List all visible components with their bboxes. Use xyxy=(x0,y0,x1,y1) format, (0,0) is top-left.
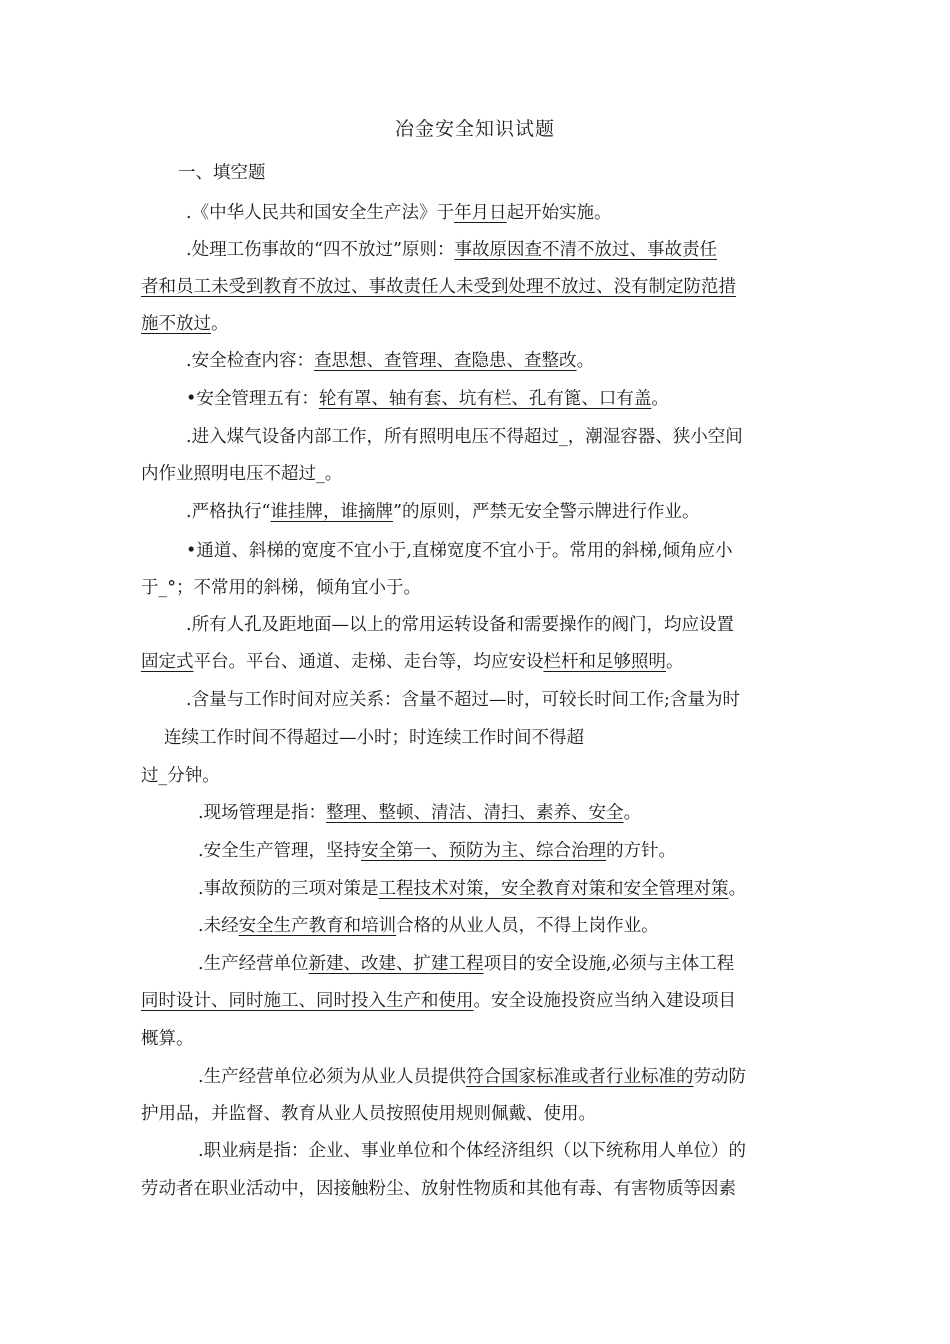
question-12 xyxy=(198,877,746,901)
question-text: .生产经营单位 xyxy=(198,954,309,974)
question-7-line-2: 于_°；不常用的斜梯，倾角宜小于。 xyxy=(141,578,421,598)
answer-blank: 轮有罩、轴有套、坑有栏、孔有篦、口有盖 xyxy=(318,389,652,409)
question-9-line-1: .含量与工作时间对应关系：含量不超过—时，可较长时间工作;含量为时 xyxy=(186,690,740,710)
answer-blank: 查思想、查管理、查隐患、查整改 xyxy=(314,351,577,371)
question-text: 的方针。 xyxy=(606,841,677,861)
answer-blank: 新建、改建、扩建工程 xyxy=(308,954,484,974)
question-2-line-1 xyxy=(186,238,717,262)
answer-blank: 安全第一、预防为主、综合治理 xyxy=(361,841,607,861)
question-text: •安全管理五有： xyxy=(186,389,319,409)
question-text: 。 xyxy=(211,314,229,334)
question-5-line-2: 内作业照明电压不超过_。 xyxy=(141,464,343,484)
answer-blank: 谁挂牌，谁摘牌 xyxy=(270,502,394,522)
question-1 xyxy=(186,201,612,225)
answer-blank: 同时设计、同时施工、同时投入生产和使用 xyxy=(141,991,474,1011)
question-2-line-3 xyxy=(141,312,229,336)
question-5-line-1: .进入煤气设备内部工作，所有照明电压不得超过_，潮湿容器、狭小空间 xyxy=(186,427,743,447)
question-11 xyxy=(198,839,676,863)
question-text: .安全检查内容： xyxy=(186,351,315,371)
question-6 xyxy=(186,500,699,524)
answer-blank: 工程技术对策，安全教育对策和安全管理对策 xyxy=(378,879,729,899)
answer-blank: 事故原因查不清不放过、事故责任 xyxy=(454,240,717,260)
question-text: .严格执行“ xyxy=(186,502,271,522)
question-15-line-1 xyxy=(198,1065,746,1089)
question-text: 合格的从业人员，不得上岗作业。 xyxy=(396,916,659,936)
answer-blank: 栏杆和足够照明 xyxy=(543,652,666,672)
question-13 xyxy=(198,914,659,938)
section-heading: 一、填空题 xyxy=(178,163,266,183)
question-text: 项目的安全设施,必须与主体工程 xyxy=(483,954,735,974)
question-8-line-1: .所有人孔及距地面—以上的常用运转设备和需要操作的阀门，均应设置 xyxy=(186,615,735,635)
question-text: 。 xyxy=(728,879,747,899)
question-text: .处理工伤事故的“四不放过”原则： xyxy=(186,240,455,260)
answer-blank: 年月日 xyxy=(454,203,507,223)
question-text: .《中华人民共和国安全生产法》于 xyxy=(186,203,455,223)
question-text: 。安全设施投资应当纳入建设项目 xyxy=(473,991,736,1011)
answer-blank: 施不放过 xyxy=(141,314,211,334)
question-14-line-1 xyxy=(198,952,734,976)
answer-blank: 固定式 xyxy=(141,652,194,672)
question-text: 平台。平台、通道、走梯、走台等，均应安设 xyxy=(193,652,544,672)
question-14-line-3: 概算。 xyxy=(141,1029,194,1049)
question-text: 。 xyxy=(623,803,642,823)
question-8-line-2 xyxy=(141,650,684,674)
question-9-line-3: 过_分钟。 xyxy=(141,766,220,786)
answer-blank: 整理、整顿、清洁、清扫、素养、安全 xyxy=(326,803,624,823)
question-14-line-2 xyxy=(141,989,736,1013)
question-text: 。 xyxy=(576,351,595,371)
answer-blank: 符合国家标准或者行业标准的 xyxy=(466,1067,694,1087)
question-text: .现场管理是指： xyxy=(198,803,327,823)
question-text: .未经 xyxy=(198,916,239,936)
question-4 xyxy=(186,387,669,411)
document-title: 冶金安全知识试题 xyxy=(394,118,555,140)
question-text: .事故预防的三项对策是 xyxy=(198,879,379,899)
answer-blank: 者和员工未受到教育不放过、事故责任人未受到处理不放过、没有制定防范措 xyxy=(141,277,736,297)
question-16-line-2: 劳动者在职业活动中，因接触粉尘、放射性物质和其他有毒、有害物质等因素 xyxy=(141,1179,736,1199)
answer-blank: 安全生产教育和培训 xyxy=(238,916,397,936)
question-9-line-2: 连续工作时间不得超过—小时；时连续工作时间不得超 xyxy=(164,728,584,748)
question-7-line-1: •通道、斜梯的宽度不宜小于,直梯宽度不宜小于。常用的斜梯,倾角应小 xyxy=(186,541,733,561)
question-text: 。 xyxy=(651,389,669,409)
question-text: .生产经营单位必须为从业人员提供 xyxy=(198,1067,467,1087)
question-text: 。 xyxy=(666,652,684,672)
question-text: 劳动防 xyxy=(693,1067,747,1087)
question-text: 起开始实施。 xyxy=(506,203,612,223)
question-text: .安全生产管理，坚持 xyxy=(198,841,362,861)
question-16-line-1: .职业病是指：企业、事业单位和个体经济组织（以下统称用人单位）的 xyxy=(198,1141,747,1161)
question-15-line-2: 护用品，并监督、教育从业人员按照使用规则佩戴、使用。 xyxy=(141,1104,596,1124)
question-2-line-2 xyxy=(141,275,736,299)
question-10 xyxy=(198,801,641,825)
question-3 xyxy=(186,349,594,373)
question-text: ”的原则，严禁无安全警示牌进行作业。 xyxy=(393,502,700,522)
